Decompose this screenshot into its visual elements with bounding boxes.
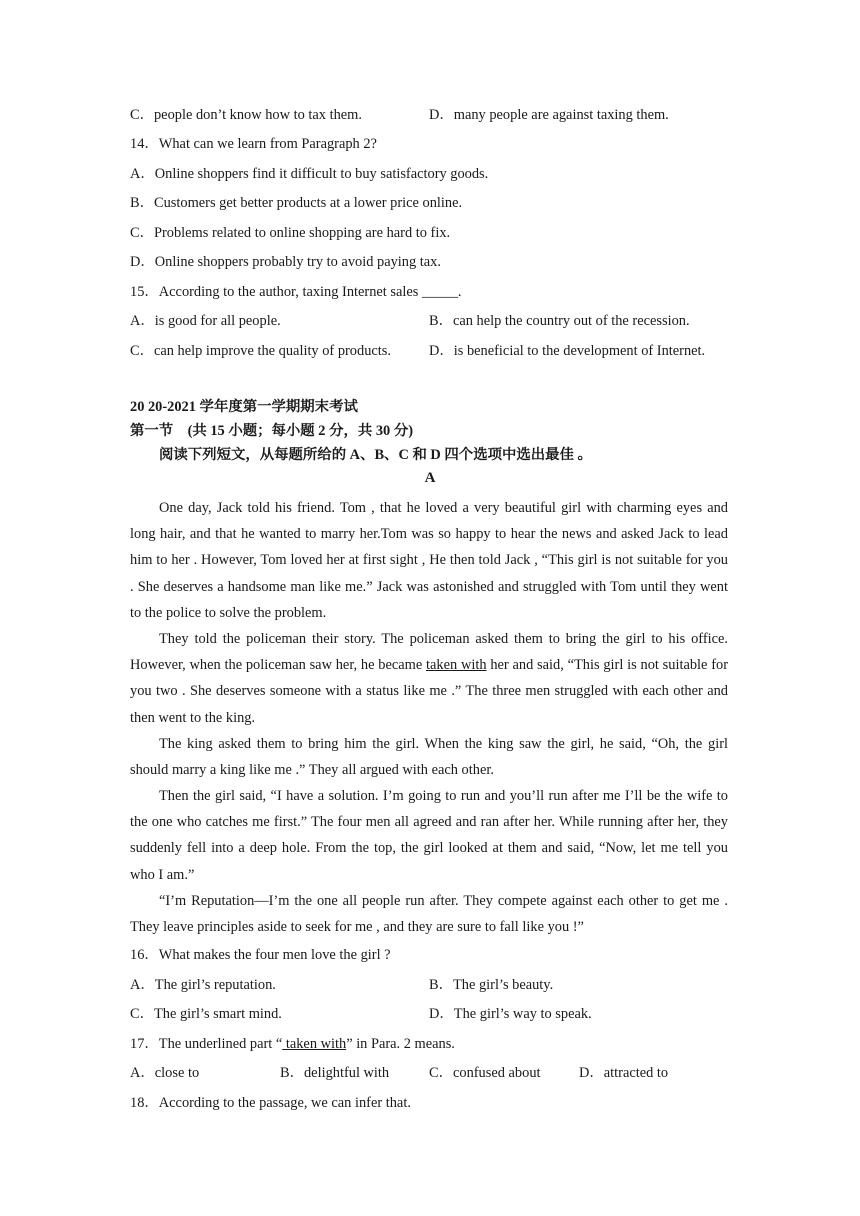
section-title: 第一节 (共 15 小题；每小题 2 分，共 30 分) <box>130 423 414 439</box>
passage-p2-text-after: her and said, “This girl is not suitable for you two . She deserves someone with a status like me .” The three men struggled with each other and then went to the king. <box>130 657 728 726</box>
passage-p5-text: “I’m Reputation—I’m the one all people run after. They compete against each other to get me . They leave principles aside to seek for me , and they are sure to fall like you !” <box>130 893 728 936</box>
q14-option-a: A．Online shoppers find it difficult to buy satisfactory goods. <box>130 166 489 182</box>
q14-stem: 14．What can we learn from Paragraph 2? <box>130 136 377 152</box>
passage-paragraph-1 <box>130 495 728 626</box>
exam-title: 20 20-2021 学年度第一学期期末考试 <box>130 399 358 415</box>
q14-option-b: B．Customers get better products at a lower price online. <box>130 195 463 211</box>
q16-options-cd <box>130 1005 730 1023</box>
q15-option-c: C．can help improve the quality of products. <box>130 343 391 359</box>
passage-paragraph-4 <box>130 783 728 888</box>
q16-stem: 16．What makes the four men love the girl ? <box>130 947 391 963</box>
q14-option-c: C．Problems related to online shopping are hard to fix. <box>130 225 451 241</box>
q15-options-cd <box>130 342 730 360</box>
q18-stem: 18．According to the passage, we can infer that. <box>130 1095 411 1111</box>
q17-option-c: C．confused about <box>429 1065 541 1081</box>
q16-option-d: D．The girl’s way to speak. <box>429 1006 592 1022</box>
q17-option-a: A．close to <box>130 1065 200 1081</box>
q16-option-c: C．The girl’s smart mind. <box>130 1006 282 1022</box>
q14-option-d: D．Online shoppers probably try to avoid paying tax. <box>130 254 441 270</box>
q15-stem: 15．According to the author, taxing Internet sales _____. <box>130 284 462 300</box>
q17-stem <box>130 1035 455 1053</box>
passage-paragraph-5 <box>130 888 728 940</box>
q16-option-b: B．The girl’s beauty. <box>429 977 554 993</box>
q16-options-ab <box>130 976 730 994</box>
passage-p4-text: Then the girl said, “I have a solution. I’m going to run and you’ll run after me I’ll be the wife to the one who catches me first.” The four men all agreed and ran after her. While running after her, they suddenly fell into a deep hole. From the top, the girl looked at them and said, “Now, let me tell you who I am.” <box>130 788 728 883</box>
q17-stem-after: ” in Para. 2 means. <box>346 1036 455 1052</box>
q16-option-a: A．The girl’s reputation. <box>130 977 276 993</box>
q15-option-d: D．is beneficial to the development of Internet. <box>429 343 706 359</box>
q13-option-c: C．people don’t know how to tax them. <box>130 107 362 123</box>
q17-option-b: B．delightful with <box>280 1065 390 1081</box>
q17-underlined-phrase: taken with <box>282 1036 347 1052</box>
q17-stem-before: 17．The underlined part “ <box>130 1036 283 1052</box>
passage-label: A <box>424 470 436 486</box>
q15-options-ab <box>130 312 730 330</box>
passage-p3-text: The king asked them to bring him the girl. When the king saw the girl, he said, “Oh, the girl should marry a king like me .” They all argued with each other. <box>130 736 728 779</box>
q17-option-d: D．attracted to <box>579 1065 669 1081</box>
passage-paragraph-2 <box>130 626 728 731</box>
passage-p1-text: One day, Jack told his friend. Tom , that he loved a very beautiful girl with charming eyes and long hair, and that he wanted to marry her.Tom was so happy to hear the news and asked Jack to lead him to her . However, Tom loved her at first sight , He then told Jack , “This girl is not suitable for you . She deserves a handsome man like me.” Jack was astonished and struggled with Tom until they went to the police to solve the problem. <box>130 500 728 621</box>
q13-options-cd <box>130 106 730 124</box>
q15-option-a: A．is good for all people. <box>130 313 281 329</box>
passage-paragraph-3 <box>130 731 728 783</box>
instruction: 阅读下列短文，从每题所给的 A、B、C 和 D 四个选项中选出最佳 。 <box>159 447 592 463</box>
passage-p2-text-before: They told the policeman their story. The policeman asked them to bring the girl to his office. However, when the policeman saw her, he became <box>130 631 728 674</box>
underlined-phrase: taken with <box>426 657 487 674</box>
q13-option-d: D．many people are against taxing them. <box>429 107 669 123</box>
q15-option-b: B．can help the country out of the recession. <box>429 313 690 329</box>
